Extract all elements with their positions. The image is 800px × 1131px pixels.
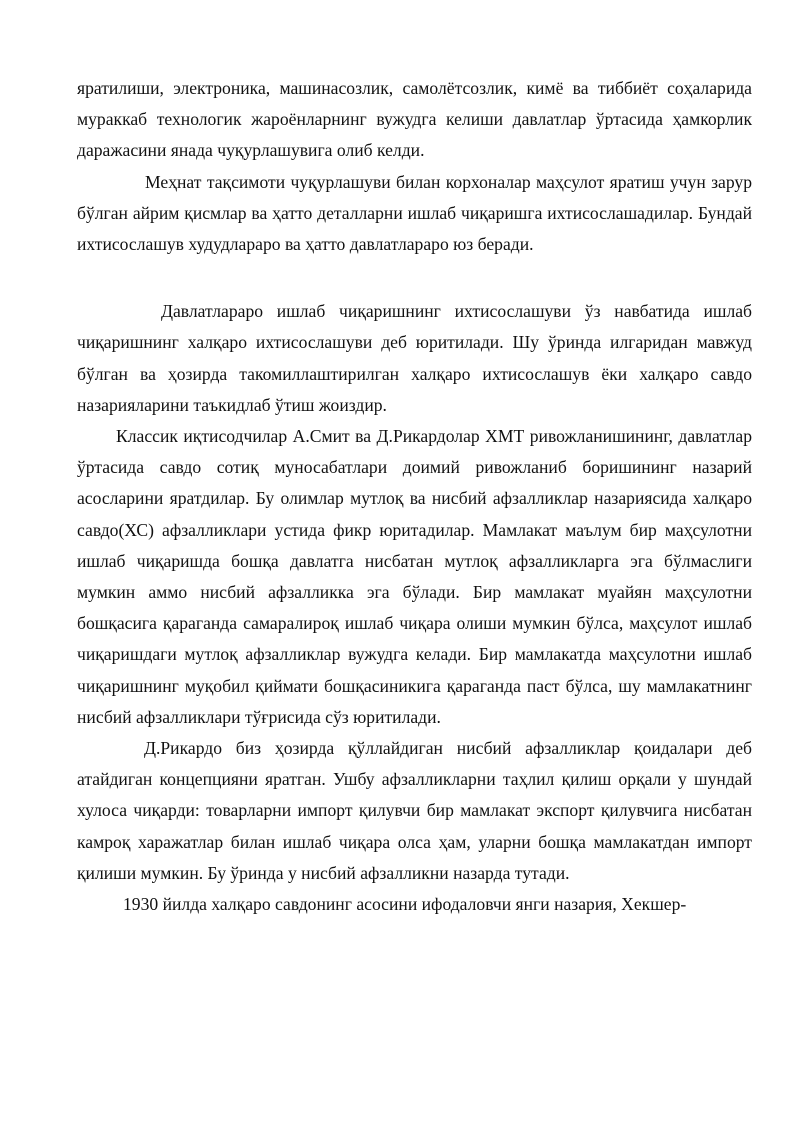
document-page [77, 73, 752, 920]
paragraph-2: Меҳнат тақсимоти чуқурлашуви билан корхоналар маҳсулот яратиш учун зарур бўлган айрим қисмлар ва ҳатто деталларни ишлаб чиқаришга ихтисослашадилар. Бундай ихтисослашув худудлараро ва ҳатто давлатлараро юз беради. [77, 171, 752, 255]
paragraph-1: яратилиши, электроника, машинасозлик, самолётсозлик, кимё ва тиббиёт соҳаларида мураккаб технологик жароёнларнинг вужудга келиши давлатлар ўртасида ҳамкорлик даражасини янада чуқурлашувига олиб келди. [77, 78, 752, 161]
paragraph-6: 1930 йилда халқаро савдонинг асосини ифодаловчи янги назария, Хекшер- [123, 894, 687, 915]
paragraph-4: Классик иқтисодчилар А.Смит ва Д.Рикардолар ХМТ ривожланишининг, давлатлар ўртасида савдо сотиқ муносабатлари доимий ривожланиб боришининг назарий асосларини яратдилар. Бу олимлар мутлоқ ва нисбий афзалликлар назариясида халқаро савдо(ХС) афзалликлари устида фикр юритадилар. Мамлакат маълум бир маҳсулотни ишлаб чиқаришда бошқа давлатга нисбатан мутлоқ афзалликларга эга бўлмаслиги мумкин аммо нисбий афзалликка эга бўлади. Бир мамлакат муайян маҳсулотни бошқасига қараганда самаралироқ ишлаб чиқара олиши мумкин бўлса, маҳсулот ишлаб чиқаришдаги мутлоқ афзалликлар вужудга келади. Бир мамлакатда маҳсулотни ишлаб чиқаришнинг муқобил қиймати бошқасиникига қараганда паст бўлса, шу мамлакатнинг нисбий афзалликлари тўғрисида сўз юритилади. [77, 426, 752, 727]
paragraph-5: Д.Рикардо биз ҳозирда қўллайдиган нисбий афзалликлар қоидалари деб атайдиган концепцияни яратган. Ушбу афзалликларни таҳлил қилиш орқали у шундай хулоса чиқарди: товарларни импорт қилувчи бир мамлакат экспорт қилувчига нисбатан камроқ харажатлар билан ишлаб чиқара олса ҳам, уларни бошқа мамлакатдан импорт қилиши мумкин. Бу ўринда у нисбий афзалликни назарда тутади. [77, 738, 752, 883]
paragraph-3: Давлатлараро ишлаб чиқаришнинг ихтисослашуви ўз навбатида ишлаб чиқаришнинг халқаро ихтисослашуви деб юритилади. Шу ўринда илгаридан мавжуд бўлган ва ҳозирда такомиллаштирилган халқаро ихтисослашув ёки халқаро савдо назарияларини таъкидлаб ўтиш жоиздир. [77, 301, 752, 415]
